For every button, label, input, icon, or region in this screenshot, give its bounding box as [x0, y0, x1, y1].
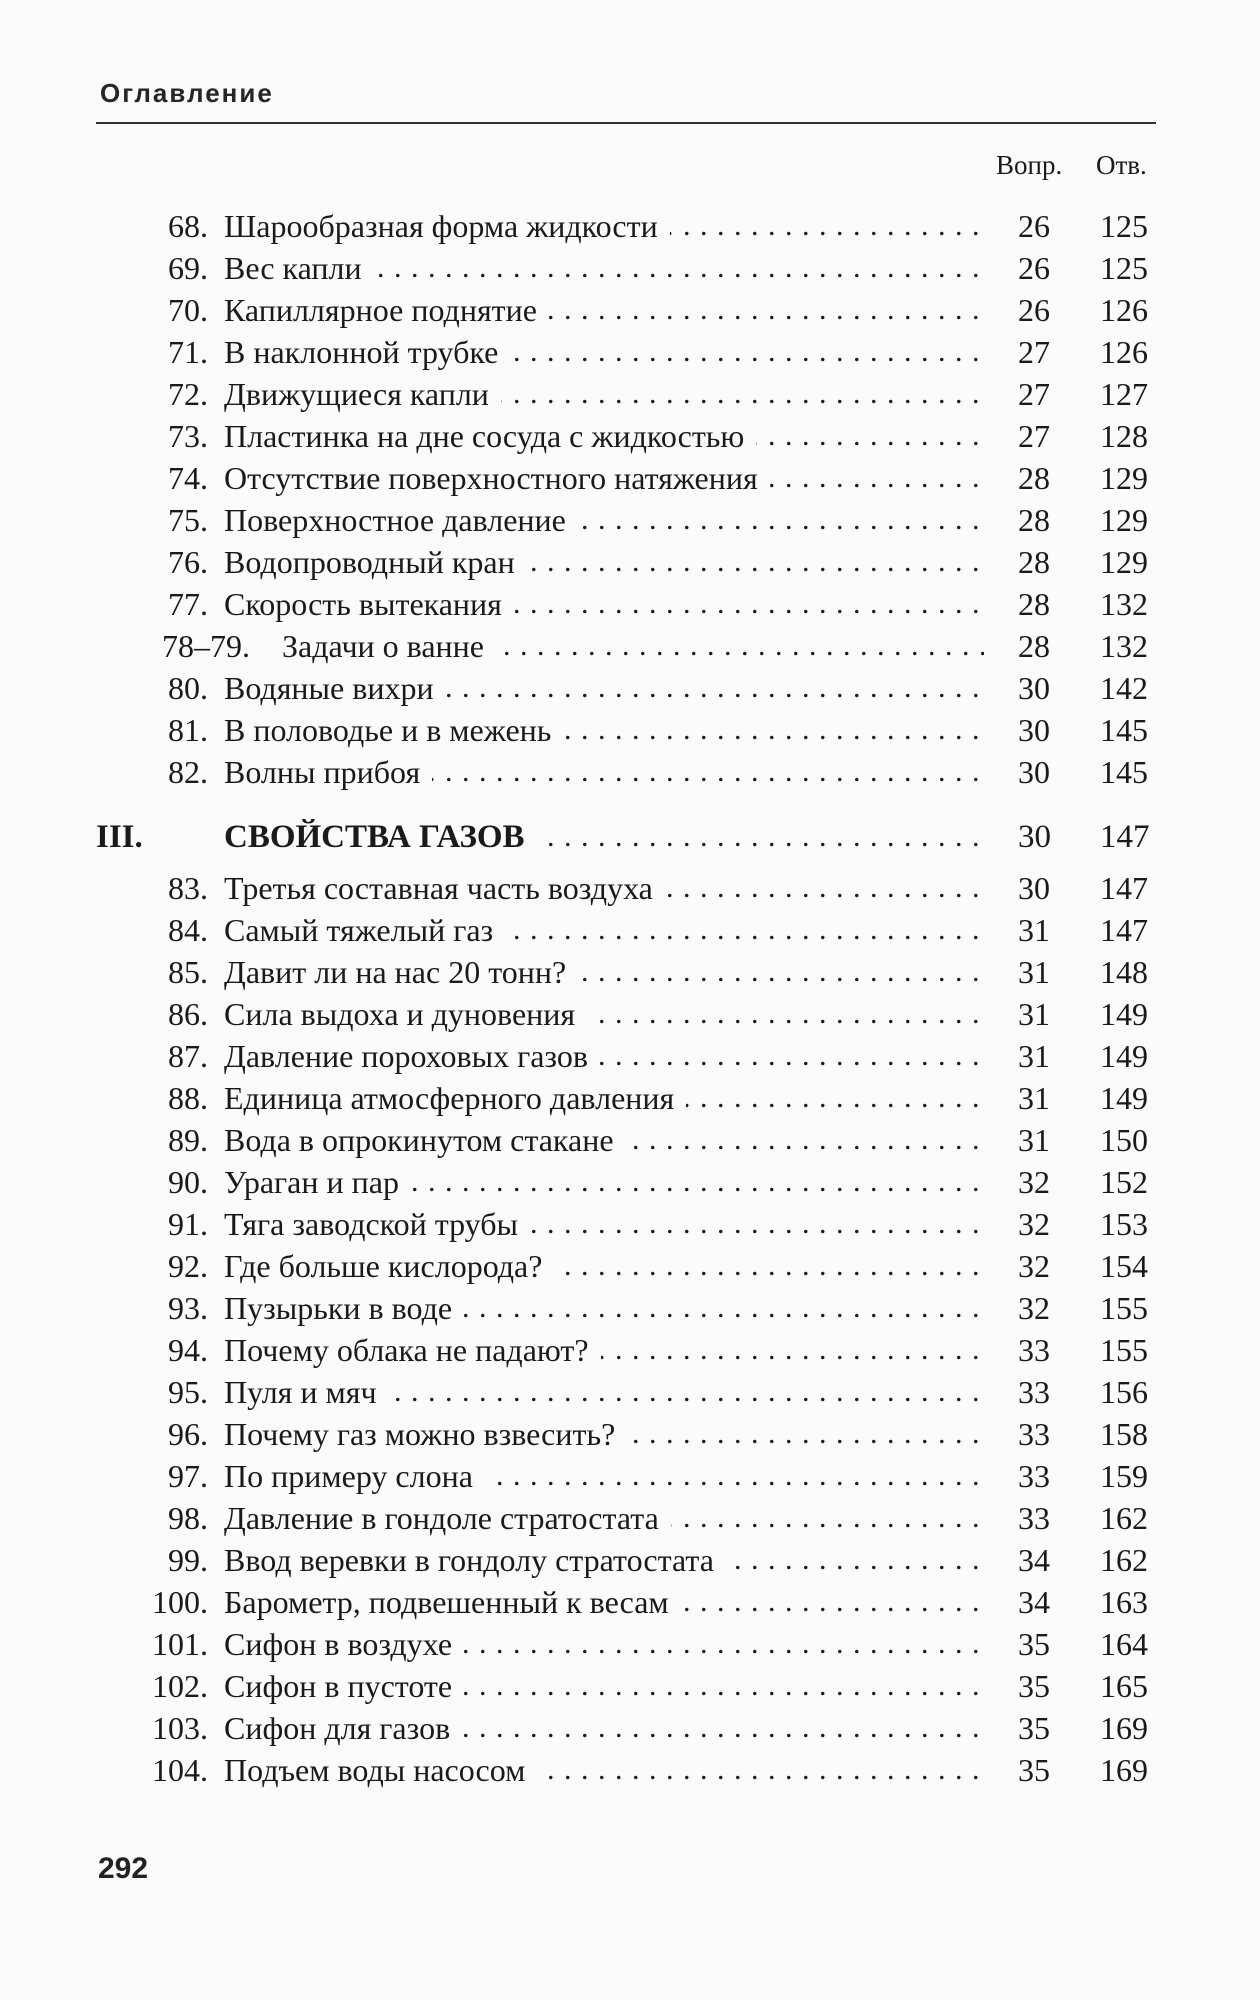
entry-title: Вес капли	[224, 250, 374, 286]
question-page: 31	[1018, 996, 1050, 1032]
answer-page: 169	[1100, 1752, 1148, 1788]
question-page: 31	[1018, 1122, 1050, 1158]
entry-title-leader	[224, 1665, 984, 1707]
entry-number: 101.	[152, 1626, 208, 1662]
entry-title-leader	[224, 457, 984, 499]
entry-title-leader	[224, 1329, 984, 1371]
question-page: 26	[1018, 208, 1050, 244]
entry-number: 75.	[168, 502, 208, 538]
answer-page: 125	[1100, 250, 1148, 286]
toc-entry	[0, 1161, 1260, 1203]
entry-number: 95.	[168, 1374, 208, 1410]
toc-entry	[0, 205, 1260, 247]
answer-page: 132	[1100, 586, 1148, 622]
entry-title: Самый тяжелый газ	[224, 912, 505, 948]
answer-page: 129	[1100, 460, 1148, 496]
entry-number: 72.	[168, 376, 208, 412]
toc-entry	[0, 667, 1260, 709]
answer-page: 132	[1100, 628, 1148, 664]
question-page: 27	[1018, 418, 1050, 454]
answer-page: 126	[1100, 334, 1148, 370]
question-page: 31	[1018, 954, 1050, 990]
entry-title: Третья составная часть воздуха	[224, 870, 665, 906]
toc-entry	[0, 909, 1260, 951]
answer-column-header: Отв.	[1096, 150, 1147, 180]
entry-number: 77.	[168, 586, 208, 622]
question-page: 31	[1018, 1038, 1050, 1074]
answer-page: 129	[1100, 544, 1148, 580]
entry-title: Скорость вытекания	[224, 586, 514, 622]
entry-title-leader	[224, 1203, 984, 1245]
toc-entry	[0, 751, 1260, 793]
page-number: 292	[98, 1852, 149, 1885]
question-page: 26	[1018, 250, 1050, 286]
toc-entry	[0, 1623, 1260, 1665]
question-page: 27	[1018, 376, 1050, 412]
toc-entry	[0, 1245, 1260, 1287]
table-of-contents	[0, 205, 1260, 1791]
section-title-leader	[224, 811, 984, 863]
entry-number: 70.	[168, 292, 208, 328]
entry-title: Пуля и мяч	[224, 1374, 389, 1410]
toc-entry	[0, 1329, 1260, 1371]
entry-number: 89.	[168, 1122, 208, 1158]
answer-page: 147	[1100, 870, 1148, 906]
entry-number: 78–79.	[162, 628, 250, 664]
toc-entry	[0, 415, 1260, 457]
answer-page: 164	[1100, 1626, 1148, 1662]
entry-title-leader	[224, 909, 984, 951]
entry-number: 80.	[168, 670, 208, 706]
entry-number: 73.	[168, 418, 208, 454]
entry-number: 76.	[168, 544, 208, 580]
answer-page: 145	[1100, 754, 1148, 790]
entry-title-leader	[224, 667, 984, 709]
entry-title: Давление пороховых газов	[224, 1038, 600, 1074]
question-page: 35	[1018, 1626, 1050, 1662]
toc-entry	[0, 1203, 1260, 1245]
answer-page: 162	[1100, 1542, 1148, 1578]
toc-entry	[0, 1707, 1260, 1749]
entry-number: 91.	[168, 1206, 208, 1242]
entry-title-leader	[224, 1497, 984, 1539]
entry-title: Капиллярное поднятие	[224, 292, 549, 328]
entry-title-leader	[224, 1245, 984, 1287]
entry-number: 93.	[168, 1290, 208, 1326]
entry-number: 74.	[168, 460, 208, 496]
question-page: 33	[1018, 1500, 1050, 1536]
entry-title-leader	[224, 1749, 984, 1791]
question-page: 28	[1018, 502, 1050, 538]
entry-title: Давление в гондоле стратостата	[224, 1500, 671, 1536]
entry-title-leader	[224, 1119, 984, 1161]
question-page: 28	[1018, 628, 1050, 664]
question-page: 30	[1018, 712, 1050, 748]
entry-title: Сифон в воздухе	[224, 1626, 464, 1662]
entry-number: 104.	[152, 1752, 208, 1788]
entry-title-leader	[224, 247, 984, 289]
question-page: 30	[1018, 670, 1050, 706]
entry-number: 88.	[168, 1080, 208, 1116]
question-page: 30	[1018, 754, 1050, 790]
question-page: 27	[1018, 334, 1050, 370]
question-page: 34	[1018, 1584, 1050, 1620]
toc-entry	[0, 1119, 1260, 1161]
entry-title: Сифон для газов	[224, 1710, 462, 1746]
entry-title: Задачи о ванне	[282, 628, 496, 664]
entry-title-leader	[224, 1623, 984, 1665]
entry-number: 97.	[168, 1458, 208, 1494]
answer-page: 149	[1100, 996, 1148, 1032]
answer-page: 149	[1100, 1038, 1148, 1074]
answer-page: 147	[1100, 912, 1148, 948]
answer-page: 158	[1100, 1416, 1148, 1452]
entry-title-leader	[224, 951, 984, 993]
entry-title-leader	[224, 1413, 984, 1455]
entry-number: 94.	[168, 1332, 208, 1368]
answer-page: 126	[1100, 292, 1148, 328]
entry-title-leader	[224, 1077, 984, 1119]
answer-page: 165	[1100, 1668, 1148, 1704]
question-page: 28	[1018, 544, 1050, 580]
toc-entry	[0, 951, 1260, 993]
entry-number: 71.	[168, 334, 208, 370]
toc-entry	[0, 867, 1260, 909]
entry-title: Ураган и пар	[224, 1164, 411, 1200]
section-question-page: 30	[1018, 819, 1051, 855]
entry-title-leader	[282, 625, 984, 667]
entry-title: Где больше кислорода?	[224, 1248, 554, 1284]
answer-page: 142	[1100, 670, 1148, 706]
question-page: 28	[1018, 586, 1050, 622]
entry-title-leader	[224, 331, 984, 373]
question-page: 34	[1018, 1542, 1050, 1578]
entry-title-leader	[224, 1455, 984, 1497]
answer-page: 152	[1100, 1164, 1148, 1200]
question-page: 31	[1018, 912, 1050, 948]
entry-title-leader	[224, 583, 984, 625]
entry-title: Сила выдоха и дуновения	[224, 996, 587, 1032]
answer-page: 153	[1100, 1206, 1148, 1242]
entry-title: Подъем воды насосом	[224, 1752, 537, 1788]
entry-title: Вода в опрокинутом стакане	[224, 1122, 626, 1158]
section-title: СВОЙСТВА ГАЗОВ	[224, 819, 537, 855]
question-page: 32	[1018, 1248, 1050, 1284]
entry-title-leader	[224, 751, 984, 793]
answer-page: 125	[1100, 208, 1148, 244]
entry-title: Пластинка на дне сосуда с жидкостью	[224, 418, 756, 454]
answer-page: 155	[1100, 1332, 1148, 1368]
entry-title: Единица атмосферного давления	[224, 1080, 686, 1116]
question-page: 32	[1018, 1290, 1050, 1326]
question-page: 35	[1018, 1752, 1050, 1788]
entry-title: Давит ли на нас 20 тонн?	[224, 954, 578, 990]
entry-title: Почему газ можно взвесить?	[224, 1416, 627, 1452]
column-headers	[0, 150, 1260, 184]
toc-entry	[0, 1413, 1260, 1455]
entry-title: Сифон в пустоте	[224, 1668, 464, 1704]
answer-page: 129	[1100, 502, 1148, 538]
entry-title: Поверхностное давление	[224, 502, 578, 538]
entry-title-leader	[224, 1287, 984, 1329]
section-number: III.	[96, 819, 143, 855]
entry-title-leader	[224, 205, 984, 247]
answer-page: 149	[1100, 1080, 1148, 1116]
toc-entry	[0, 1371, 1260, 1413]
section-heading	[0, 811, 1260, 863]
entry-number: 103.	[152, 1710, 208, 1746]
entry-number: 98.	[168, 1500, 208, 1536]
answer-page: 128	[1100, 418, 1148, 454]
entry-title-leader	[224, 1371, 984, 1413]
entry-title: Водопроводный кран	[224, 544, 527, 580]
entry-number: 82.	[168, 754, 208, 790]
entry-title: Шарообразная форма жидкости	[224, 208, 670, 244]
question-column-header: Вопр.	[996, 150, 1063, 180]
entry-number: 90.	[168, 1164, 208, 1200]
toc-entry	[0, 625, 1260, 667]
toc-entry	[0, 1035, 1260, 1077]
entry-title: Ввод веревки в гондолу стратостата	[224, 1542, 726, 1578]
entry-title-leader	[224, 1707, 984, 1749]
entry-title-leader	[224, 993, 984, 1035]
entry-title-leader	[224, 373, 984, 415]
toc-entry	[0, 1455, 1260, 1497]
toc-entry	[0, 331, 1260, 373]
entry-title-leader	[224, 1539, 984, 1581]
toc-entry	[0, 1749, 1260, 1791]
toc-entry	[0, 289, 1260, 331]
toc-entry	[0, 457, 1260, 499]
entry-number: 96.	[168, 1416, 208, 1452]
answer-page: 154	[1100, 1248, 1148, 1284]
entry-title-leader	[224, 541, 984, 583]
entry-number: 99.	[168, 1542, 208, 1578]
answer-page: 155	[1100, 1290, 1148, 1326]
entry-title-leader	[224, 867, 984, 909]
entry-number: 92.	[168, 1248, 208, 1284]
question-page: 33	[1018, 1374, 1050, 1410]
entry-number: 68.	[168, 208, 208, 244]
entry-title-leader	[224, 415, 984, 457]
entry-number: 81.	[168, 712, 208, 748]
question-page: 35	[1018, 1710, 1050, 1746]
toc-entry	[0, 709, 1260, 751]
question-page: 30	[1018, 870, 1050, 906]
question-page: 32	[1018, 1164, 1050, 1200]
toc-entry	[0, 1581, 1260, 1623]
answer-page: 145	[1100, 712, 1148, 748]
entry-title-leader	[224, 499, 984, 541]
header-rule	[96, 122, 1156, 124]
answer-page: 150	[1100, 1122, 1148, 1158]
answer-page: 156	[1100, 1374, 1148, 1410]
toc-entry	[0, 541, 1260, 583]
entry-number: 84.	[168, 912, 208, 948]
question-page: 31	[1018, 1080, 1050, 1116]
entry-title-leader	[224, 1161, 984, 1203]
entry-number: 85.	[168, 954, 208, 990]
section-answer-page: 147	[1100, 819, 1150, 855]
entry-number: 69.	[168, 250, 208, 286]
entry-number: 86.	[168, 996, 208, 1032]
entry-title: Барометр, подвешенный к весам	[224, 1584, 681, 1620]
entry-number: 87.	[168, 1038, 208, 1074]
toc-entry	[0, 1539, 1260, 1581]
question-page: 32	[1018, 1206, 1050, 1242]
question-page: 33	[1018, 1332, 1050, 1368]
entry-title: Отсутствие поверхностного натяжения	[224, 460, 770, 496]
entry-title-leader	[224, 1581, 984, 1623]
question-page: 26	[1018, 292, 1050, 328]
entry-number: 83.	[168, 870, 208, 906]
entry-title-leader	[224, 709, 984, 751]
question-page: 35	[1018, 1668, 1050, 1704]
toc-entry	[0, 373, 1260, 415]
answer-page: 163	[1100, 1584, 1148, 1620]
entry-title-leader	[224, 289, 984, 331]
entry-title: Пузырьки в воде	[224, 1290, 464, 1326]
question-page: 33	[1018, 1416, 1050, 1452]
entry-title: В половодье и в межень	[224, 712, 563, 748]
entry-title: Почему облака не падают?	[224, 1332, 601, 1368]
answer-page: 159	[1100, 1458, 1148, 1494]
entry-title: Волны прибоя	[224, 754, 432, 790]
answer-page: 148	[1100, 954, 1148, 990]
toc-entry	[0, 1287, 1260, 1329]
question-page: 33	[1018, 1458, 1050, 1494]
entry-title: Движущиеся капли	[224, 376, 501, 412]
entry-title-leader	[224, 1035, 984, 1077]
toc-entry	[0, 583, 1260, 625]
toc-entry	[0, 499, 1260, 541]
toc-entry	[0, 1665, 1260, 1707]
answer-page: 127	[1100, 376, 1148, 412]
entry-number: 102.	[152, 1668, 208, 1704]
toc-entry	[0, 247, 1260, 289]
toc-entry	[0, 1077, 1260, 1119]
entry-number: 100.	[152, 1584, 208, 1620]
answer-page: 162	[1100, 1500, 1148, 1536]
entry-title: По примеру слона	[224, 1458, 485, 1494]
answer-page: 169	[1100, 1710, 1148, 1746]
entry-title: Тяга заводской трубы	[224, 1206, 530, 1242]
running-header: Оглавление	[100, 78, 274, 108]
toc-entry	[0, 993, 1260, 1035]
entry-title: Водяные вихри	[224, 670, 446, 706]
question-page: 28	[1018, 460, 1050, 496]
entry-title: В наклонной трубке	[224, 334, 510, 370]
toc-entry	[0, 1497, 1260, 1539]
